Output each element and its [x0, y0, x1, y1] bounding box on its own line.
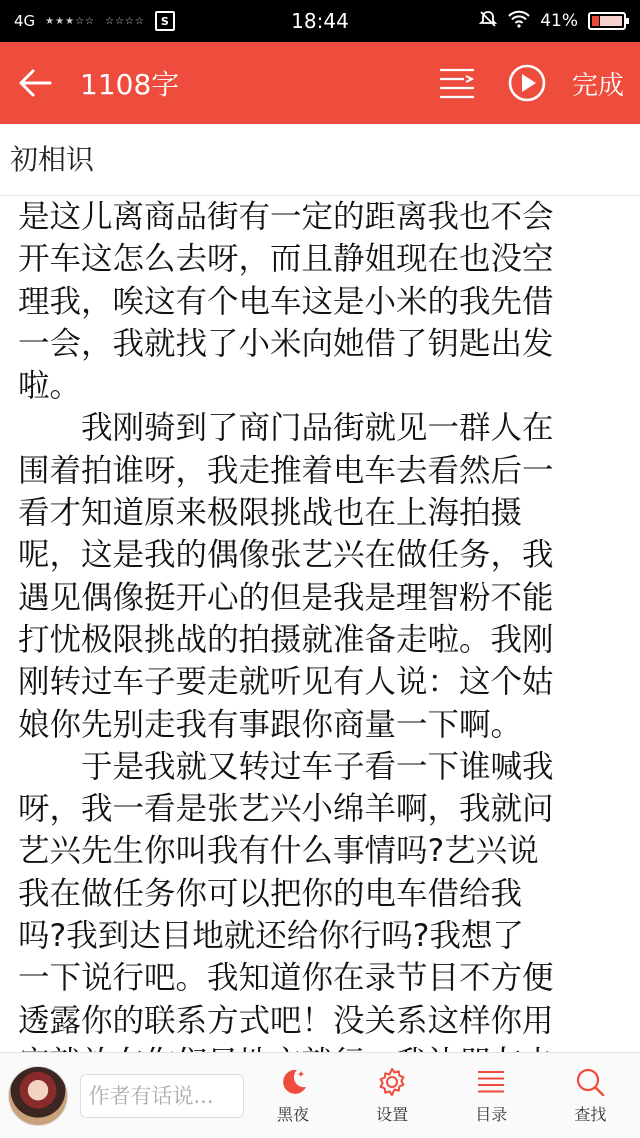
content-line: 呀，我一看是张艺兴小绵羊啊，我就问 — [18, 791, 554, 828]
content-line: 我在做任务你可以把你的电车借给我 — [18, 875, 523, 912]
content-line: 围着拍谁呀，我走推着电车去看然后一 — [18, 452, 554, 489]
word-count: 1108字 — [80, 68, 180, 101]
list-icon — [475, 1066, 507, 1098]
battery-percent: 41% — [540, 11, 578, 31]
signal-strength-1: ★★★☆☆ — [45, 15, 95, 27]
play-button[interactable] — [492, 42, 562, 124]
back-button[interactable] — [0, 42, 70, 124]
content-line: 透露你的联系方式吧！没关系这样你用 — [18, 1002, 554, 1039]
content-line: 啦。 — [18, 368, 82, 405]
content-line: 艺兴先生你叫我有什么事情吗?艺兴说 — [18, 833, 539, 870]
content-line: 吗?我到达目地就还给你行吗?我想了 — [18, 918, 524, 955]
content-line: 遇见偶像挺开心的但是我是理智粉不能 — [18, 579, 554, 616]
battery-icon — [588, 12, 626, 30]
content-line: 娘你先别走我有事跟你商量一下啊。 — [18, 706, 523, 743]
table-of-contents-label: 目录 — [475, 1105, 508, 1124]
table-of-contents-button[interactable] — [442, 1066, 541, 1125]
moon-icon — [277, 1066, 309, 1098]
content-line: 我刚骑到了商门品街就见一群人在 — [18, 410, 554, 447]
author-note-input[interactable] — [80, 1074, 244, 1118]
night-mode-button[interactable] — [244, 1066, 343, 1125]
mute-icon — [478, 9, 498, 34]
search-icon — [574, 1066, 606, 1098]
content-line: 看才知道原来极限挑战也在上海拍摄 — [18, 495, 523, 532]
network-type: 4G — [14, 12, 36, 30]
back-arrow-icon — [17, 68, 53, 98]
app-bar — [0, 42, 640, 124]
gear-icon — [376, 1066, 408, 1098]
clock: 18:44 — [291, 9, 349, 33]
sim-icon: S — [155, 11, 175, 31]
status-right — [478, 9, 626, 34]
done-button[interactable]: 完成 — [571, 70, 624, 101]
content-line: 打忧极限挑战的拍摄就准备走啦。我刚 — [18, 621, 554, 658]
content-line: 理我，唉这有个电车这是小米的我先借 — [18, 283, 554, 320]
settings-button[interactable] — [343, 1066, 442, 1125]
wifi-icon — [508, 10, 530, 33]
content-line: 一会，我就找了小米向她借了钥匙出发 — [18, 325, 554, 362]
chapter-title[interactable]: 初相识 — [0, 124, 640, 196]
avatar[interactable] — [8, 1066, 68, 1126]
chapter-content[interactable] — [18, 196, 628, 1052]
content-line: 是这儿离商品街有一定的距离我也不会 — [18, 199, 554, 235]
play-icon — [507, 63, 547, 103]
content-line: 呢，这是我的偶像张艺兴在做任务，我 — [18, 537, 554, 574]
search-button[interactable] — [541, 1066, 640, 1125]
format-list-icon — [438, 67, 476, 99]
search-label: 查找 — [574, 1105, 607, 1124]
content-line: 于是我就又转过车子看一下谁喊我 — [18, 748, 554, 785]
status-bar — [0, 0, 640, 42]
bottom-toolbar — [0, 1052, 640, 1138]
content-line: 刚转过车子要走就听见有人说：这个姑 — [18, 664, 554, 701]
content-line: 一下说行吧。我知道你在录节目不方便 — [18, 960, 554, 997]
format-button[interactable] — [422, 42, 492, 124]
status-left — [14, 11, 175, 31]
content-line: 开车这怎么去呀，而且静姐现在也没空 — [18, 241, 554, 278]
signal-strength-2: ☆☆☆☆ — [105, 15, 145, 27]
night-mode-label: 黑夜 — [277, 1105, 310, 1124]
settings-label: 设置 — [376, 1105, 409, 1124]
